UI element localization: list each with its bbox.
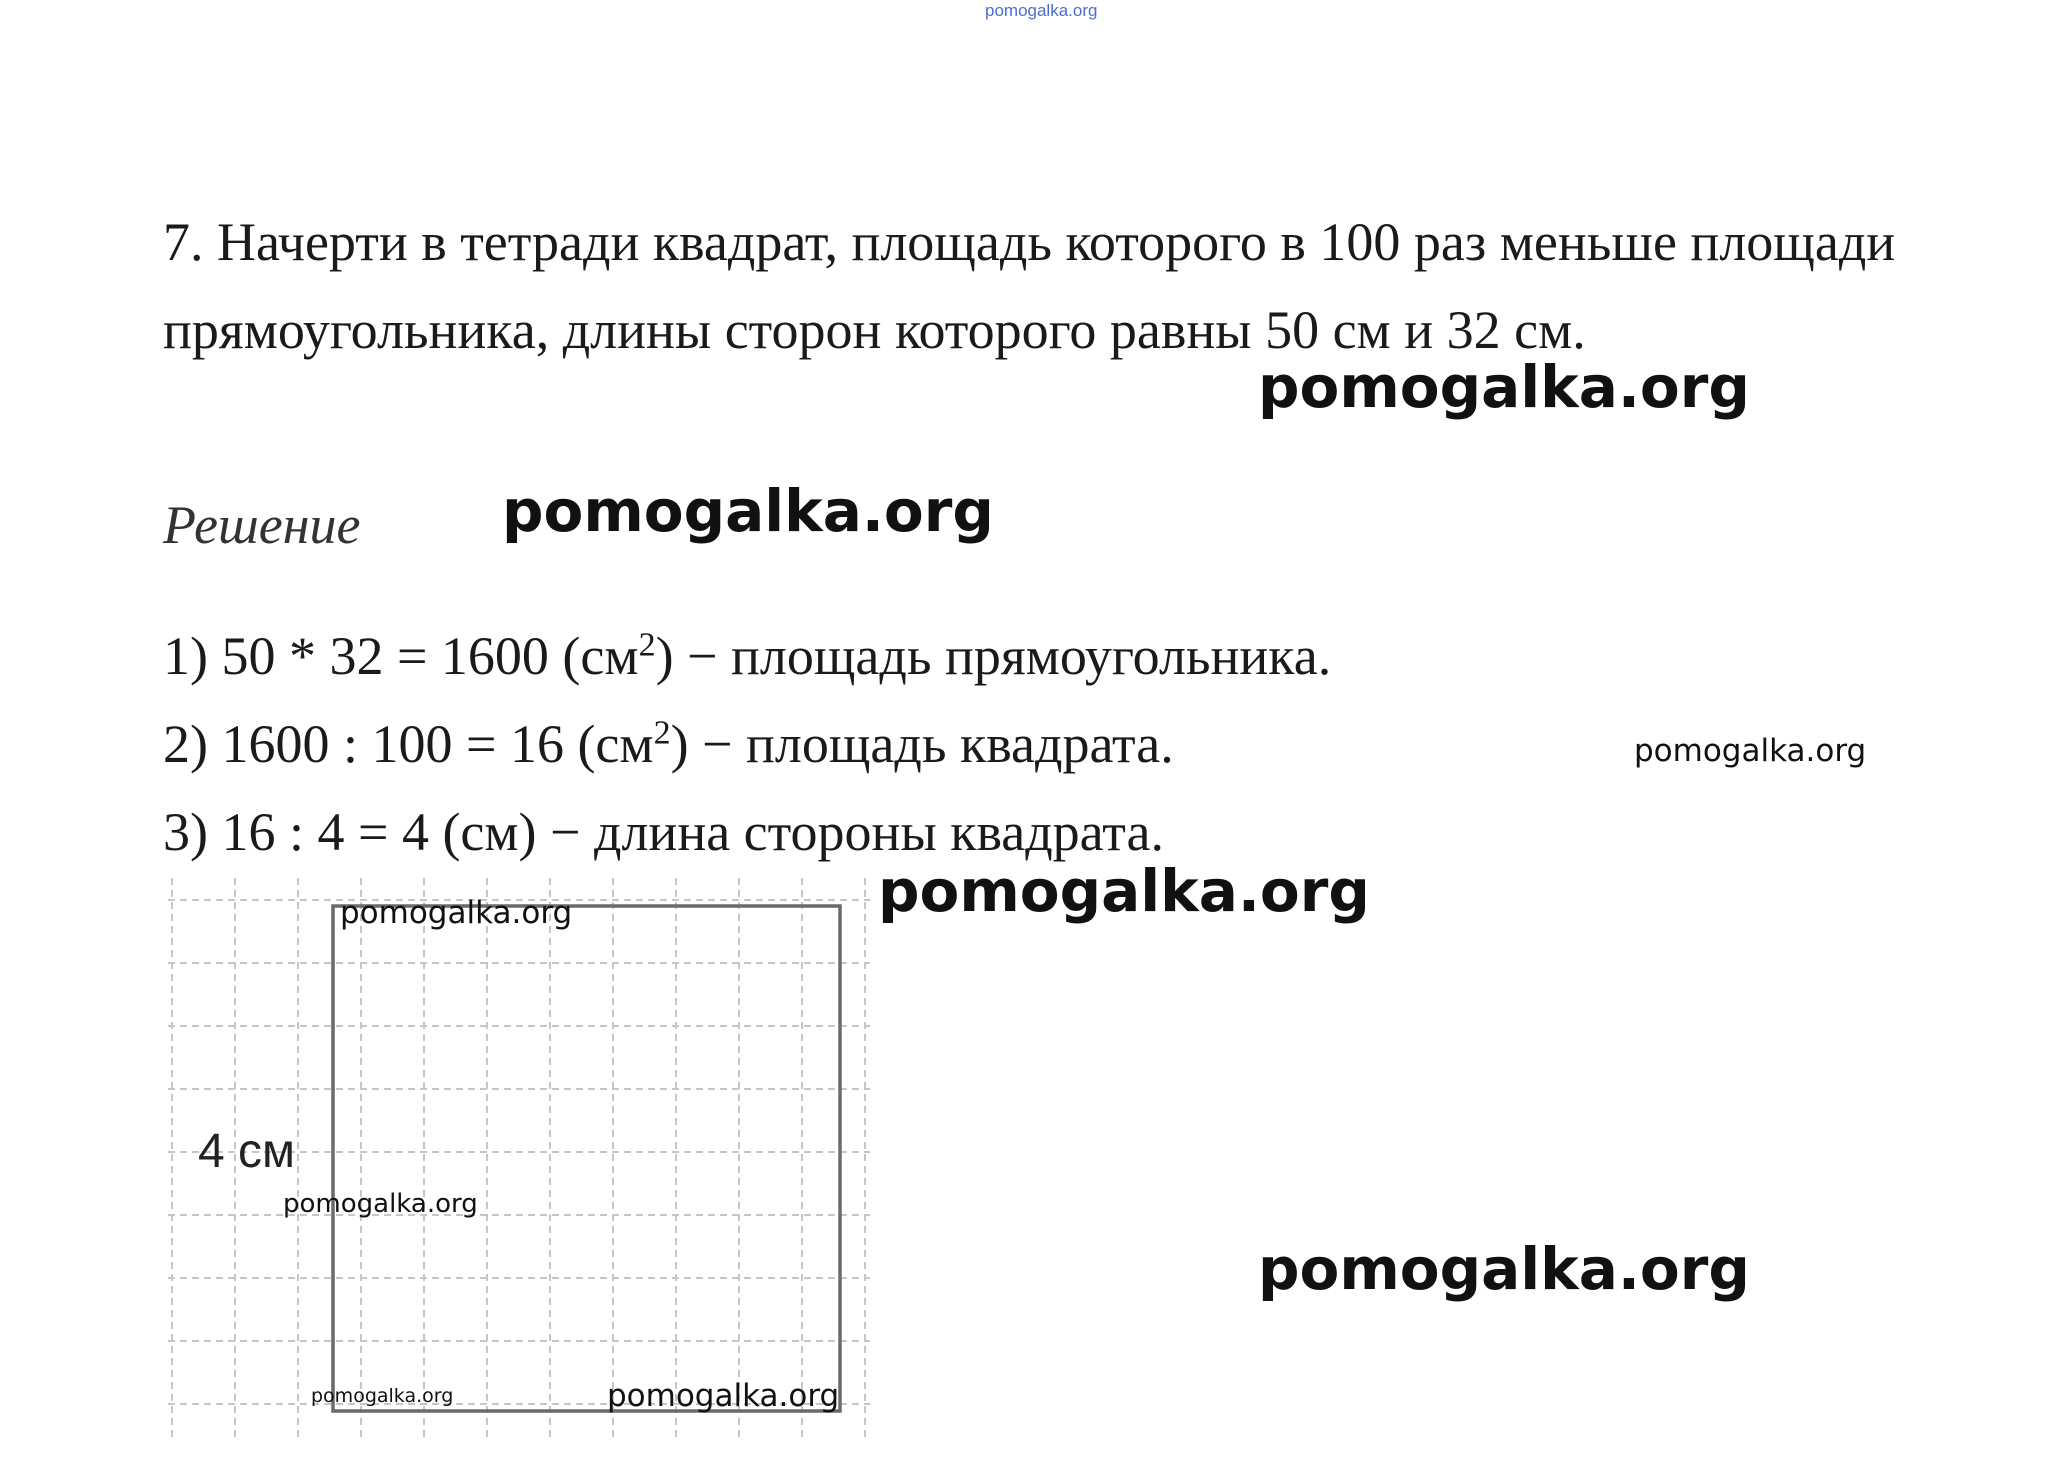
watermark: pomogalka.org	[340, 895, 573, 931]
side-length-label: 4 см	[198, 1125, 296, 1178]
watermark: pomogalka.org	[502, 477, 994, 545]
watermark-top: pomogalka.org	[985, 1, 1098, 20]
solution-heading: Решение	[163, 495, 361, 555]
watermark: pomogalka.org	[283, 1189, 478, 1219]
solution-step-1	[163, 612, 1331, 700]
drawn-square	[333, 906, 840, 1414]
watermark: pomogalka.org	[878, 857, 1370, 925]
superscript: 2	[653, 714, 671, 752]
watermark: pomogalka.org	[311, 1385, 454, 1407]
watermark: pomogalka.org	[607, 1378, 840, 1414]
step-text: ) − площадь прямоугольника.	[655, 626, 1332, 686]
watermark: pomogalka.org	[1258, 353, 1750, 421]
solution-step-2	[163, 700, 1331, 788]
superscript: 2	[638, 626, 656, 664]
step-text: ) − площадь квадрата.	[670, 714, 1174, 774]
watermark: pomogalka.org	[1258, 1235, 1750, 1303]
watermark: pomogalka.org	[1634, 733, 1867, 769]
step-text: 2) 1600 : 100 = 16 (см	[163, 714, 654, 774]
task-statement: 7. Начерти в тетради квадрат, площадь которого в 100 раз меньше площади прямоугольника, длины сторон которого равны 50 см и 32 см.	[163, 212, 1896, 360]
step-text: 1) 50 * 32 = 1600 (см	[163, 626, 639, 686]
step-text: 3) 16 : 4 = 4 (см) − длина стороны квадрата.	[163, 802, 1164, 862]
solution-steps	[163, 612, 1331, 876]
